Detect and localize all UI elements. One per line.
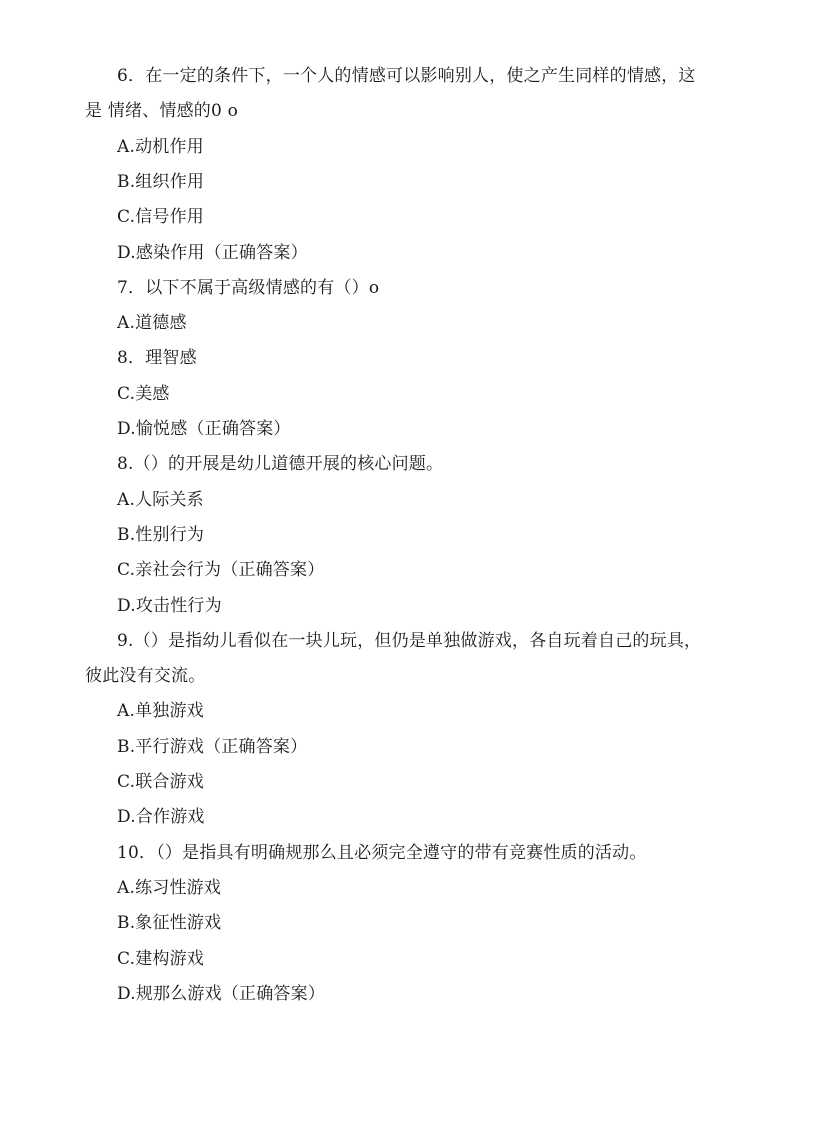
question-8-option-b: B.性别行为 [117,525,205,545]
question-7-stem: 7．以下不属于高级情感的有（）o [117,278,380,298]
question-10-option-b: B.象征性游戏 [117,913,222,933]
question-10-stem: 10．（）是指具有明确规那么且必须完全遵守的带有竞赛性质的活动。 [117,843,647,863]
question-8-option-c: C.亲社会行为（正确答案） [117,560,325,580]
question-9-stem-line-1: 9.（）是指幼儿看似在一块儿玩，但仍是单独做游戏，各自玩着自己的玩具， [117,631,702,651]
question-10-option-d: D.规那么游戏（正确答案） [117,984,326,1004]
question-6-stem-line-2: 是 情绪、情感的0 o [85,101,239,121]
question-8-stem: 8.（）的开展是幼儿道德开展的核心问题。 [117,454,444,474]
question-6-option-b: B.组织作用 [117,172,205,192]
question-9-stem-line-2: 彼此没有交流。 [85,666,206,686]
question-10-option-c: C.建构游戏 [117,949,205,969]
question-7-option-c: C.美感 [117,384,170,404]
question-6-option-c: C.信号作用 [117,207,205,227]
question-7-option-d: D.愉悦感（正确答案） [117,419,291,439]
question-9-option-a: A.单独游戏 [117,701,204,721]
question-6-option-a: A.动机作用 [117,137,204,157]
question-6-option-d: D.感染作用（正确答案） [117,243,308,263]
question-9-option-b: B.平行游戏（正确答案） [117,737,308,757]
question-8-option-d: D.攻击性行为 [117,596,222,616]
question-10-option-a: A.练习性游戏 [117,878,222,898]
question-9-option-c: C.联合游戏 [117,772,205,792]
question-9-option-d: D.合作游戏 [117,807,205,827]
question-7-option-b: 8．理智感 [117,348,197,368]
question-7-option-a: A.道德感 [117,313,187,333]
question-8-option-a: A.人际关系 [117,490,204,510]
question-6-stem-line-1: 6．在一定的条件下，一个人的情感可以影响别人，使之产生同样的情感，这 [117,66,696,86]
